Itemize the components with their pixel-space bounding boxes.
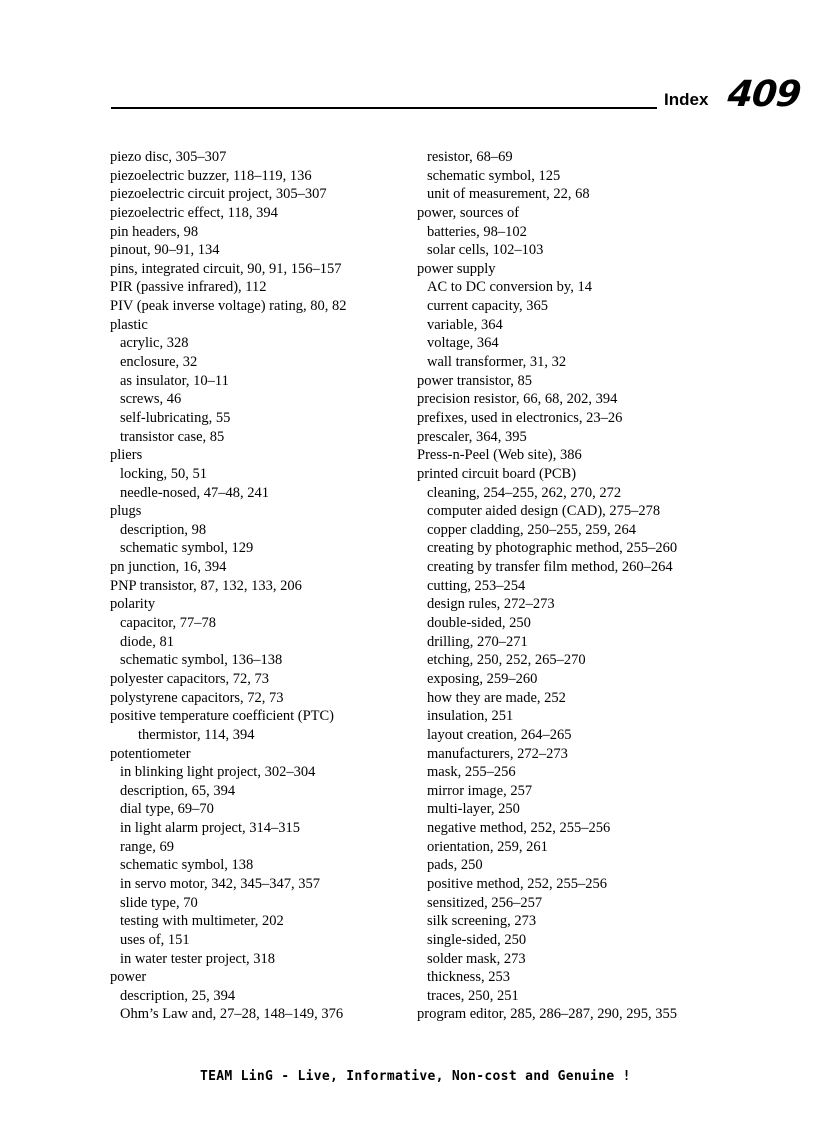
index-subentry: layout creation, 264–265: [427, 726, 572, 743]
index-subentry: single-sided, 250: [427, 931, 527, 948]
index-subentry: schematic symbol, 129: [120, 540, 254, 557]
index-entry: potentiometer: [110, 745, 191, 762]
index-subentry: creating by photographic method, 255–260: [427, 540, 678, 557]
index-subentry: negative method, 252, 255–256: [427, 820, 611, 837]
index-entry: power: [110, 969, 147, 986]
index-entry: piezo disc, 305–307: [110, 149, 227, 165]
index-subentry: variable, 364: [427, 316, 503, 333]
index-entry: prefixes, used in electronics, 23–26: [417, 409, 623, 426]
index-entry: program editor, 285, 286–287, 290, 295, 355: [417, 1006, 677, 1023]
index-entry: precision resistor, 66, 68, 202, 394: [417, 391, 618, 408]
index-subentry: cleaning, 254–255, 262, 270, 272: [427, 484, 622, 501]
index-column-left: [110, 148, 410, 1024]
index-entry: polarity: [110, 596, 156, 613]
index-subentry: solar cells, 102–103: [427, 242, 544, 259]
index-entry: pinout, 90–91, 134: [110, 242, 220, 259]
index-entry: prescaler, 364, 395: [417, 428, 527, 445]
index-entry: pliers: [110, 447, 143, 464]
index-subentry: silk screening, 273: [427, 913, 537, 930]
index-entry: PIV (peak inverse voltage) rating, 80, 82: [110, 298, 347, 315]
index-entry: power, sources of: [417, 204, 520, 221]
index-subentry: testing with multimeter, 202: [120, 913, 284, 930]
index-subentry: range, 69: [120, 838, 174, 855]
index-subentry: sensitized, 256–257: [427, 894, 543, 911]
index-entry: power transistor, 85: [417, 372, 532, 389]
index-subentry: current capacity, 365: [427, 298, 549, 315]
index-subentry: dial type, 69–70: [120, 801, 214, 818]
index-entry: PIR (passive infrared), 112: [110, 279, 267, 296]
index-subentry: design rules, 272–273: [427, 596, 555, 613]
index-subentry: in water tester project, 318: [120, 950, 276, 967]
index-subentry: diode, 81: [120, 633, 174, 650]
index-entry: Press-n-Peel (Web site), 386: [417, 447, 582, 464]
index-entry: printed circuit board (PCB): [417, 465, 577, 482]
index-subentry: copper cladding, 250–255, 259, 264: [427, 521, 637, 538]
index-subentry: description, 65, 394: [120, 782, 236, 799]
index-subentry: double-sided, 250: [427, 615, 531, 632]
index-subentry: in light alarm project, 314–315: [120, 820, 301, 837]
index-entry: positive temperature coefficient (PTC): [110, 708, 334, 725]
index-subentry: in blinking light project, 302–304: [120, 764, 316, 781]
index-subentry: locking, 50, 51: [120, 465, 207, 482]
index-entry: pin headers, 98: [110, 223, 199, 240]
index-entry: piezoelectric circuit project, 305–307: [110, 186, 327, 203]
index-subentry: in servo motor, 342, 345–347, 357: [120, 875, 320, 892]
index-subentry: multi-layer, 250: [427, 801, 520, 818]
index-subentry: insulation, 251: [427, 708, 514, 725]
index-subentry: orientation, 259, 261: [427, 838, 548, 855]
index-subentry: enclosure, 32: [120, 354, 198, 371]
index-subentry: description, 98: [120, 521, 207, 538]
running-header-label: Index: [664, 90, 709, 109]
index-subentry: acrylic, 328: [120, 335, 189, 352]
index-entry: piezoelectric effect, 118, 394: [110, 204, 278, 221]
index-subentry: uses of, 151: [120, 931, 190, 948]
index-entry: polystyrene capacitors, 72, 73: [110, 689, 284, 706]
index-subentry: etching, 250, 252, 265–270: [427, 652, 586, 669]
index-subentry: mask, 255–256: [427, 764, 516, 781]
index-subentry: schematic symbol, 138: [120, 857, 254, 874]
index-entry: piezoelectric buzzer, 118–119, 136: [110, 167, 312, 184]
index-subentry: capacitor, 77–78: [120, 615, 217, 632]
index-subentry: slide type, 70: [120, 894, 198, 911]
index-subentry: cutting, 253–254: [427, 577, 526, 594]
index-subentry: resistor, 68–69: [427, 149, 513, 165]
index-subentry: description, 25, 394: [120, 987, 236, 1004]
index-subentry: wall transformer, 31, 32: [427, 354, 567, 371]
index-subentry: thermistor, 114, 394: [138, 726, 255, 743]
index-subentry: mirror image, 257: [427, 782, 533, 799]
index-subentry: schematic symbol, 125: [427, 167, 561, 184]
index-subentry: AC to DC conversion by, 14: [427, 279, 592, 296]
index-subentry: schematic symbol, 136–138: [120, 652, 283, 669]
index-subentry: voltage, 364: [427, 335, 499, 352]
index-subentry: drilling, 270–271: [427, 633, 528, 650]
index-subentry: how they are made, 252: [427, 689, 566, 706]
index-entry: pins, integrated circuit, 90, 91, 156–157: [110, 260, 342, 277]
index-subentry: unit of measurement, 22, 68: [427, 186, 590, 203]
index-subentry: thickness, 253: [427, 969, 510, 986]
index-subentry: screws, 46: [120, 391, 182, 408]
page-number: 409: [725, 74, 803, 115]
index-entry: polyester capacitors, 72, 73: [110, 670, 270, 687]
index-subentry: transistor case, 85: [120, 428, 225, 445]
header-rule: [111, 107, 657, 109]
index-subentry: pads, 250: [427, 857, 483, 874]
index-subentry: self-lubricating, 55: [120, 409, 231, 426]
index-subentry: computer aided design (CAD), 275–278: [427, 503, 661, 520]
index-entry: plugs: [110, 503, 142, 520]
index-entry: plastic: [110, 316, 148, 333]
index-entry: power supply: [417, 260, 496, 277]
index-subentry: solder mask, 273: [427, 950, 526, 967]
index-subentry: needle-nosed, 47–48, 241: [120, 484, 269, 501]
index-subentry: Ohm’s Law and, 27–28, 148–149, 376: [120, 1006, 344, 1023]
footer-watermark: TEAM LinG - Live, Informative, Non-cost and Genuine !: [200, 1069, 631, 1084]
index-entry: PNP transistor, 87, 132, 133, 206: [110, 577, 302, 594]
index-subentry: batteries, 98–102: [427, 223, 527, 240]
index-subentry: manufacturers, 272–273: [427, 745, 568, 762]
index-subentry: exposing, 259–260: [427, 670, 538, 687]
index-entry: pn junction, 16, 394: [110, 559, 227, 576]
index-column-right: [417, 148, 747, 1024]
index-subentry: creating by transfer film method, 260–264: [427, 559, 673, 576]
index-subentry: positive method, 252, 255–256: [427, 875, 608, 892]
index-subentry: as insulator, 10–11: [120, 372, 229, 389]
index-subentry: traces, 250, 251: [427, 987, 519, 1004]
